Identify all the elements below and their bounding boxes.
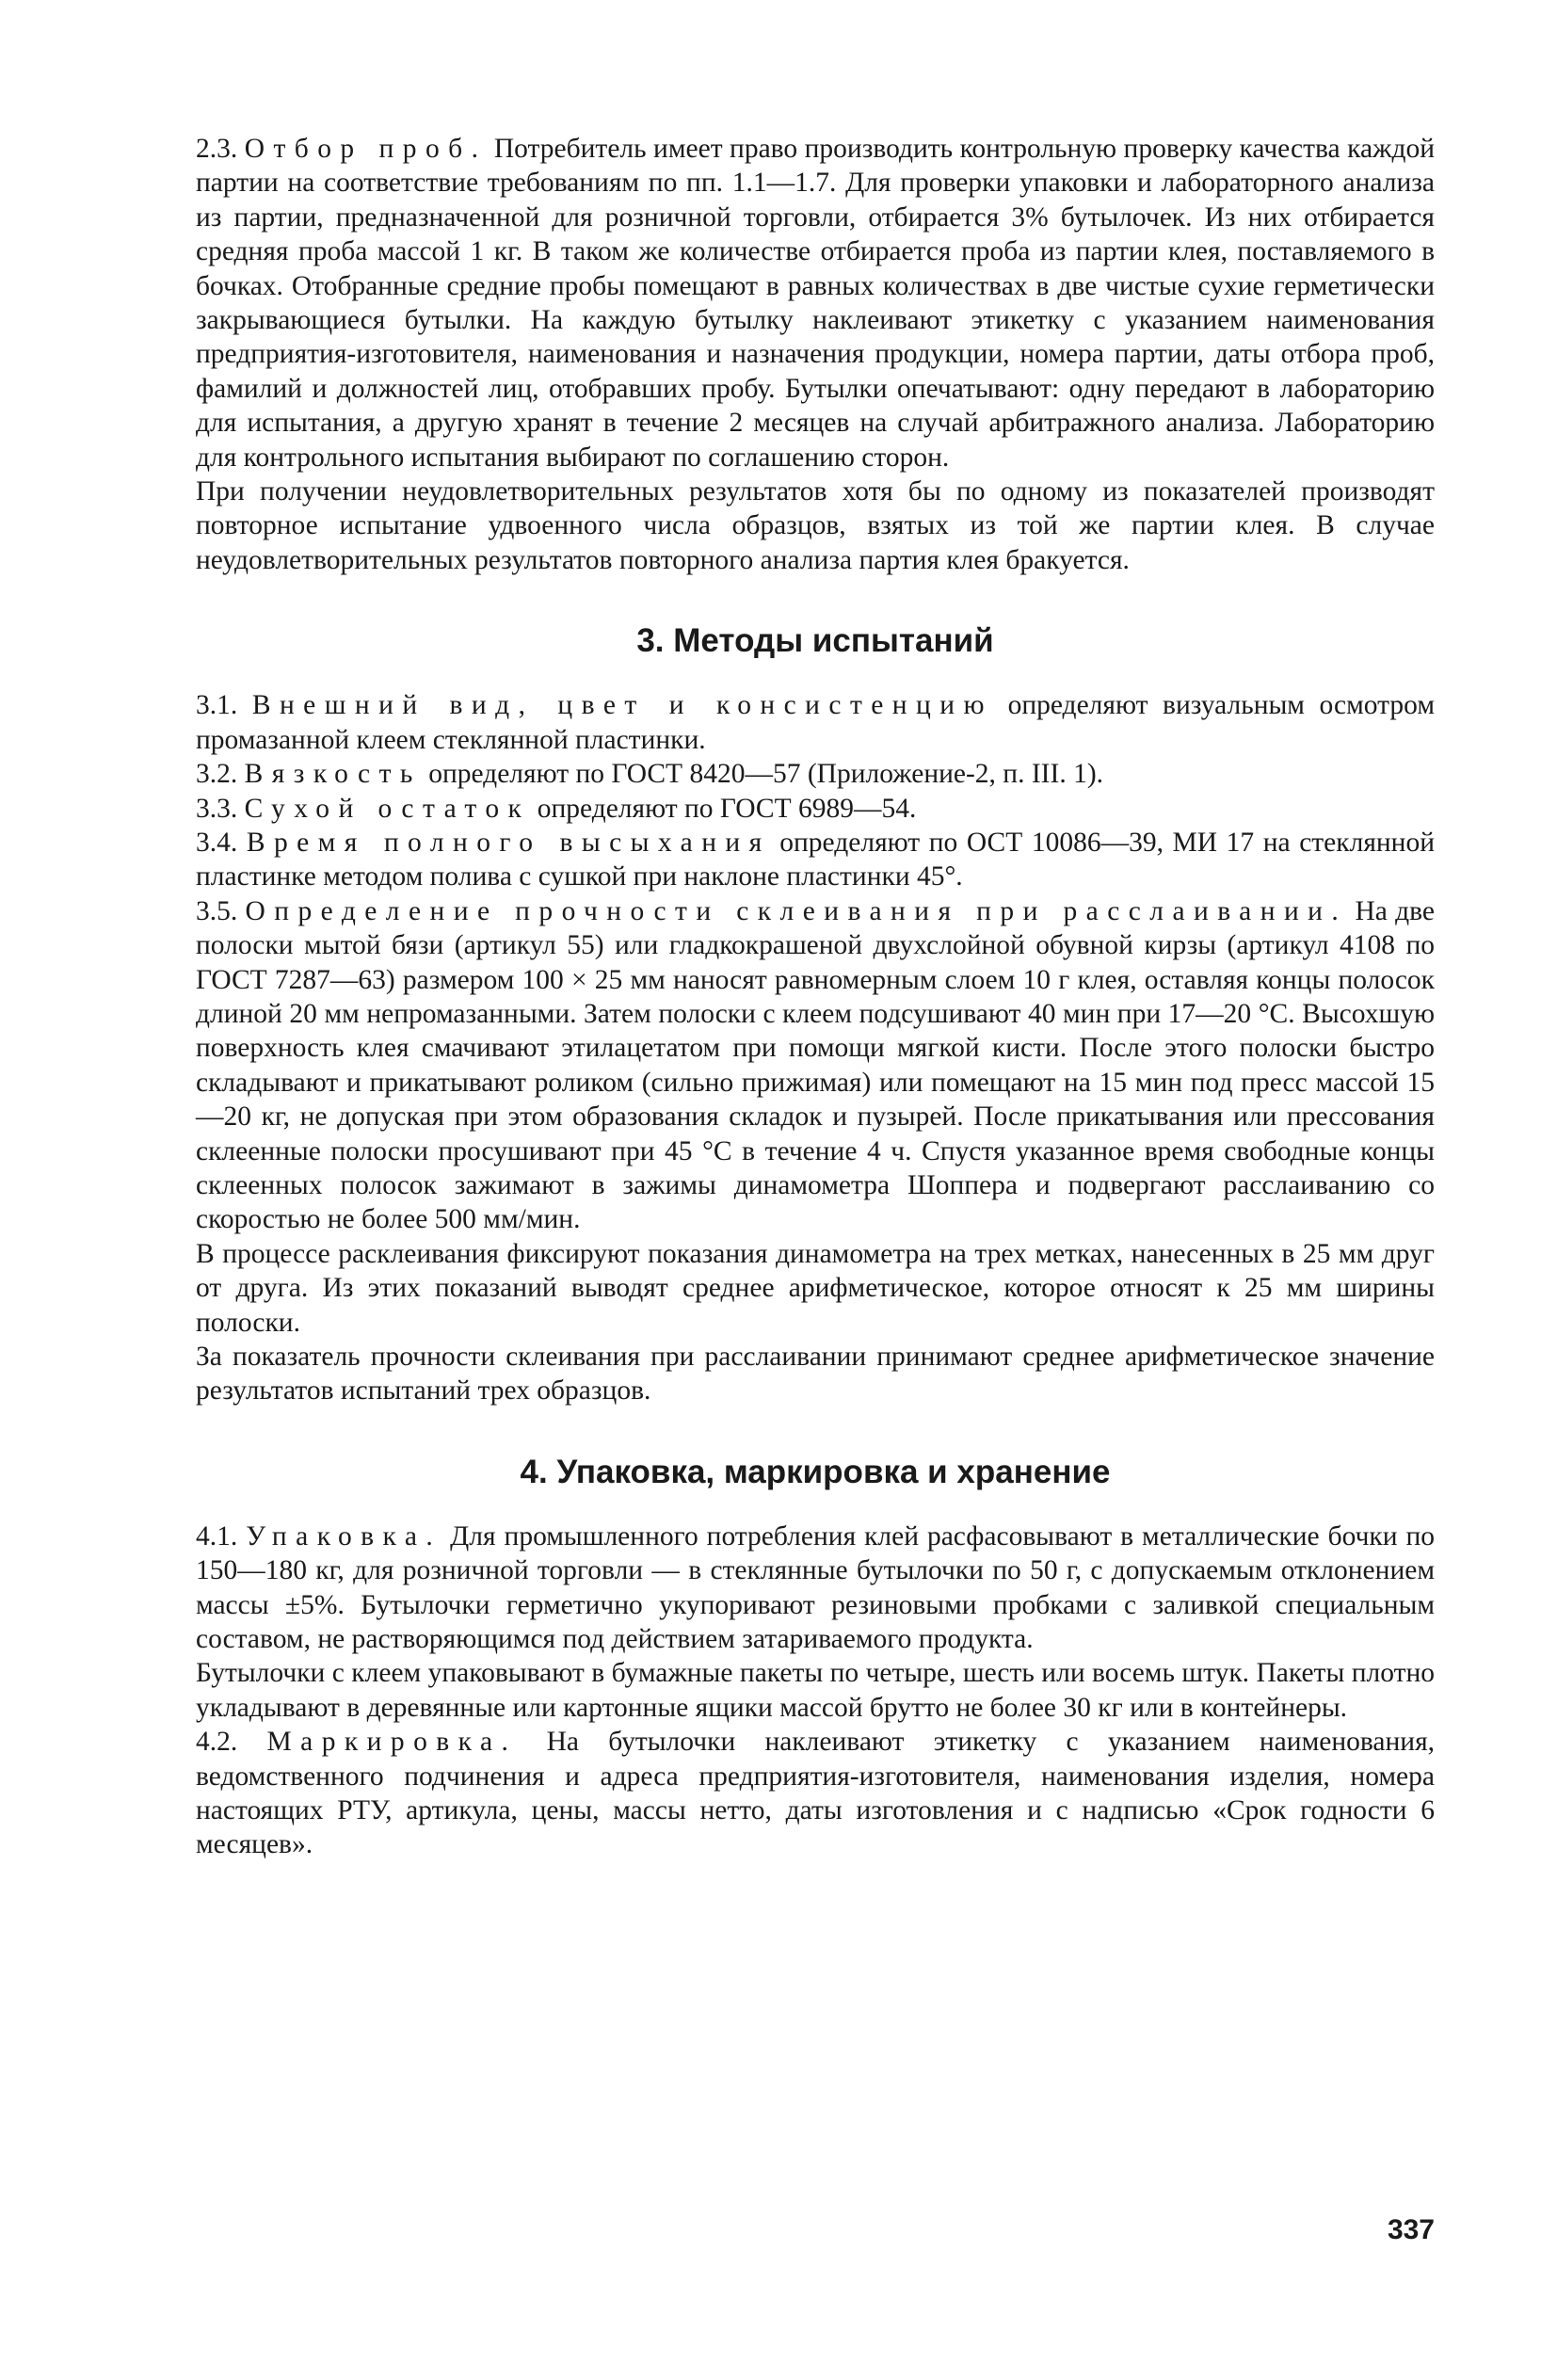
section-heading-methods: 3. Методы испытаний xyxy=(636,622,994,660)
item-number: 4.2. xyxy=(196,1727,238,1758)
item-text: Для промышленного потребления клей расфасовывают в металлические бочки по 150—180 кг, для розничной торговли — в стеклянные бутылочки по 50 г, с допускаемым отклонением массы ±5%. Бутылочки герметично укупоривают резиновыми пробками с заливкой специальным составом, не растворяющимся под действием затариваемого продукта. xyxy=(196,1520,1436,1655)
paragraph-3-3 xyxy=(196,792,1435,826)
paragraph-2-3 xyxy=(196,132,1435,474)
item-title: Определение прочности склеивания при расслаивании. xyxy=(245,895,1348,926)
item-text: определяют по ГОСТ 6989—54. xyxy=(537,793,917,824)
item-text: На две полоски мытой бязи (артикул 55) или гладкокрашеной двухслойной обувной кирзы (артикул 4108 по ГОСТ 7287—63) размером 100 × 25 мм наносят равномерным слоем 10 г клея, оставляя концы полосок длиной 20 мм непромазанными. Затем полоски с клеем подсушивают 40 мин при 17—20 °С. Высохшую поверхность клея смачивают этилацетатом при помощи мягкой кисти. После этого полоски быстро складывают и прикатывают роликом (сильно прижимая) или помещают на 15 мин под пресс массой 15—20 кг, не допуская при этом образования складок и пузырей. После прикатывания или прессования склеенные полоски просушивают при 45 °С в течение 4 ч. Спустя указанное время свободные концы склеенных полосок зажимают в зажимы динамометра Шоппера и подвергают расслаиванию со скоростью не более 500 мм/мин. xyxy=(196,895,1435,1235)
paragraph-2-3-retest: При получении неудовлетворительных результатов хотя бы по одному из показателей производят повторное испытание удвоенного числа образцов, взятых из той же партии клея. В случае неудовлетворительных результатов повторного анализа партия клея бракуется. xyxy=(196,476,1435,575)
paragraph-3-1 xyxy=(196,688,1435,757)
item-title: Вязкость xyxy=(244,759,422,790)
item-title: Внешний вид, цвет и консистенцию xyxy=(251,690,993,721)
document-page xyxy=(196,132,1435,1862)
paragraph-3-4 xyxy=(196,826,1435,894)
item-number: 4.1. xyxy=(196,1520,238,1552)
item-text: На бутылочки наклеивают этикетку с указанием наименования, ведомственного подчинения и адреса предприятия-изготовителя, наименования изделия, номера настоящих РТУ, артикула, цены, массы нетто, даты изготовления и с надписью «Срок годности 6 месяцев». xyxy=(196,1727,1436,1860)
item-number: 3.5. xyxy=(196,895,238,926)
item-title: Маркировка. xyxy=(266,1727,518,1758)
paragraph-3-5 xyxy=(196,894,1435,1237)
page-number: 337 xyxy=(1387,2214,1435,2245)
paragraph-3-2 xyxy=(196,757,1435,791)
paragraph-3-5-result: За показатель прочности склеивания при расслаивании принимают среднее арифметическое значение результатов испытаний трех образцов. xyxy=(196,1342,1435,1407)
item-title: Время полного высыхания xyxy=(246,827,771,858)
item-number: 3.2. xyxy=(196,759,238,790)
item-number: 3.1. xyxy=(196,690,238,721)
item-title: Отбор проб. xyxy=(244,134,488,164)
paragraph-4-1-packs: Бутылочки с клеем упаковывают в бумажные пакеты по четыре, шесть или восемь штук. Пакеты плотно укладывают в деревянные или картонные ящики массой брутто не более 30 кг или в контейнеры. xyxy=(196,1658,1435,1723)
item-title: Сухой остаток xyxy=(244,793,531,824)
item-text: Потребитель имеет право производить контрольную проверку качества каждой партии на соответствие требованиям по пп. 1.1—1.7. Для проверки упаковки и лабораторного анализа из партии, предназначенной для розничной торговли, отбирается 3% бутылочек. Из них отбирается средняя проба массой 1 кг. В таком же количестве отбирается проба из партии клея, поставляемого в бочках. Отобранные средние пробы помещают в равных количествах в две чистые сухие герметически закрывающиеся бутылки. На каждую бутылку наклеивают этикетку с указанием наименования предприятия-изготовителя, наименования и назначения продукции, номера партии, даты отбора проб, фамилий и должностей лиц, отобравших пробу. Бутылки опечатывают: одну передают в лабораторию для испытания, а другую хранят в течение 2 месяцев на случай арбитражного анализа. Лабораторию для контрольного испытания выбирают по соглашению сторон. xyxy=(196,134,1436,473)
item-text: определяют визуальным осмотром промазанной клеем стеклянной пластинки. xyxy=(196,690,1436,755)
item-title: Упаковка. xyxy=(246,1520,442,1552)
item-text: определяют по ОСТ 10086—39, МИ 17 на стеклянной пластинке методом полива с сушкой при наклоне пластинки 45°. xyxy=(196,827,1436,892)
section-heading-packaging: 4. Упаковка, маркировка и хранение xyxy=(520,1453,1111,1490)
paragraph-3-5-tearing: В процессе расклеивания фиксируют показания динамометра на трех метках, нанесенных в 25 мм друг от друга. Из этих показаний выводят среднее арифметическое, которое относят к 25 мм ширины полоски. xyxy=(196,1238,1435,1338)
item-text: определяют по ГОСТ 8420—57 (Приложение-2, п. III. 1). xyxy=(428,759,1104,790)
paragraph-4-1 xyxy=(196,1520,1435,1657)
item-number: 2.3. xyxy=(196,134,238,164)
item-number: 3.3. xyxy=(196,793,238,824)
paragraph-4-2 xyxy=(196,1725,1435,1862)
item-number: 3.4. xyxy=(196,827,238,858)
